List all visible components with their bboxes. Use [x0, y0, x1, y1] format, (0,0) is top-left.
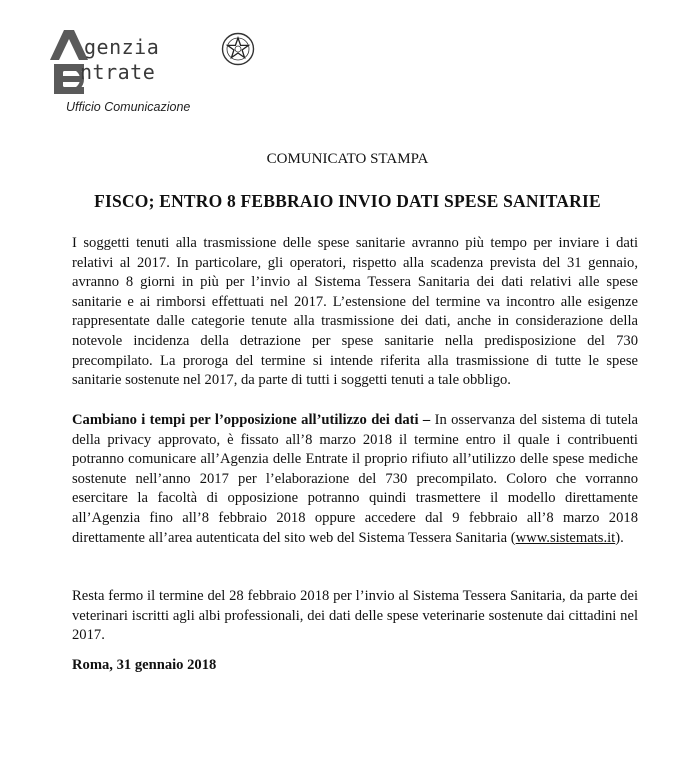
- paragraph-3: Resta fermo il termine del 28 febbraio 2018 per l’invio al Sistema Tessera Sanitaria, da parte dei veterinari iscritti agli albi professionali, dei dati delle spese veterinarie sostenute dai cittadini nel 2017.: [72, 588, 638, 644]
- document-kicker: COMUNICATO STAMPA: [266, 151, 429, 167]
- paragraph-1: I soggetti tenuti alla trasmissione delle spese sanitarie avranno più tempo per inviare i dati relativi al 2017. In particolare, gli operatori, rispetto alla scadenza prevista del 31 gennaio, avranno 8 giorni in più per l’invio al Sistema Tessera Sanitaria dei dati relativi alle spese sanitarie e ai rimborsi effettuati nel 2017. L’estensione del termine va incontro alle esigenze rappresentate dalle categorie tenute alla trasmissione dei dati, anche in considerazione della notevole incidenza della detrazione per spese sanitarie nella predisposizione del 730 precompilato. La proroga del termine si intende riferita alla trasmissione di tutte le spese sanitarie sostenute nel 2017, da parte di tutti i soggetti tenuti a tale obbligo.: [72, 235, 638, 389]
- paragraph-2-lead: Cambiano i tempi per l’opposizione all’utilizzo dei dati –: [72, 412, 431, 428]
- document-headline: FISCO; ENTRO 8 FEBBRAIO INVIO DATI SPESE SANITARIE: [94, 191, 601, 211]
- sistemats-link[interactable]: www.sistemats.it: [515, 529, 616, 546]
- logo-text-agenzia: genzia: [84, 35, 160, 59]
- logo-text-entrate: ntrate: [80, 60, 156, 84]
- dateline: Roma, 31 gennaio 2018: [72, 657, 217, 673]
- paragraph-2-body: In osservanza del sistema di tutela della privacy approvato, è fissato all’8 marzo 2018 il termine entro il quale i contribuenti potranno comunicare all’Agenzia delle Entrate il proprio rifiuto all’utilizzo delle spese mediche sostenute nell’anno 2017 per l’elaborazione del 730 precompilato. Coloro che vorranno esercitare la facoltà di opposizione potranno quindi trasmettere il modello direttamente all’Agenzia fino all’8 febbraio 2018 oppure accedere dal 9 febbraio all’8 marzo 2018 direttamente all’area autenticata del sito web del Sistema Tessera Sanitaria (: [72, 412, 639, 546]
- paragraph-2: [72, 411, 638, 548]
- paragraph-2-tail: ).: [615, 529, 624, 546]
- republic-emblem-icon: [221, 32, 255, 66]
- office-name: Ufficio Comunicazione: [66, 100, 191, 114]
- agenzia-entrate-logo: [44, 26, 234, 96]
